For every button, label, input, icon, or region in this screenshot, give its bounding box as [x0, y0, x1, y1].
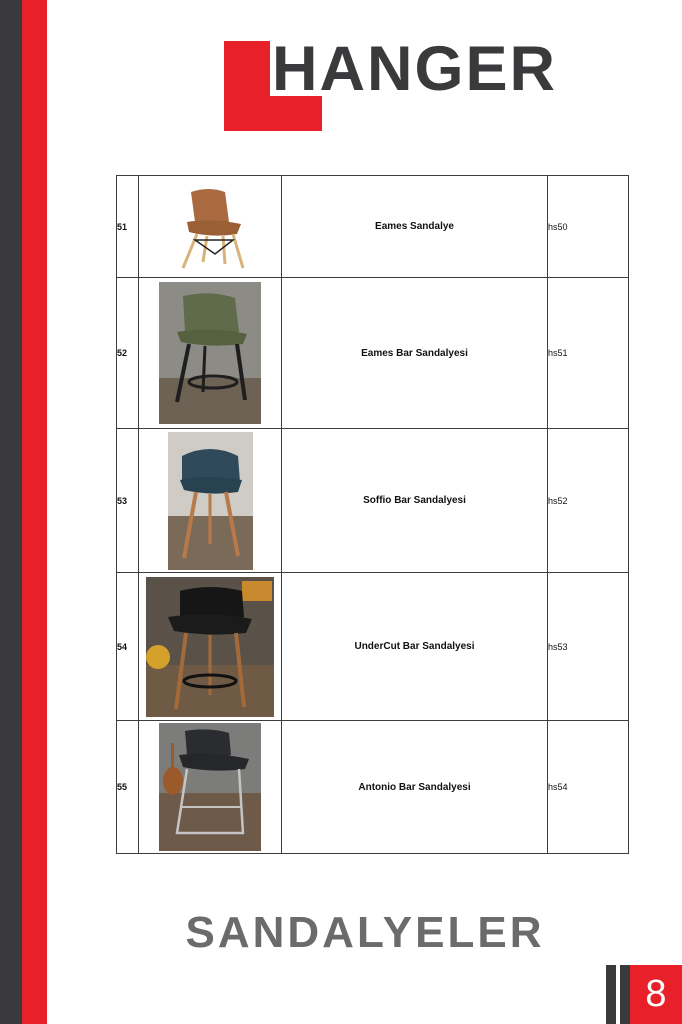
product-code: hs54 — [548, 721, 629, 854]
product-name: Eames Sandalye — [282, 176, 548, 278]
chair-photo — [163, 182, 257, 272]
product-code: hs53 — [548, 573, 629, 721]
chair-photo — [159, 723, 261, 851]
product-image-cell — [139, 429, 282, 573]
product-name: UnderCut Bar Sandalyesi — [282, 573, 548, 721]
table-row — [117, 429, 629, 573]
product-image-cell — [139, 573, 282, 721]
product-code: hs50 — [548, 176, 629, 278]
page-badge-stripe — [620, 965, 630, 1024]
table-row — [117, 176, 629, 278]
product-number: 51 — [117, 176, 139, 278]
product-number: 55 — [117, 721, 139, 854]
product-code: hs52 — [548, 429, 629, 573]
product-code: hs51 — [548, 278, 629, 429]
product-name: Antonio Bar Sandalyesi — [282, 721, 548, 854]
product-name: Eames Bar Sandalyesi — [282, 278, 548, 429]
page-badge-stripe — [606, 965, 616, 1024]
product-number: 53 — [117, 429, 139, 573]
product-number: 52 — [117, 278, 139, 429]
product-name: Soffio Bar Sandalyesi — [282, 429, 548, 573]
product-image-cell — [139, 278, 282, 429]
product-image-cell — [139, 176, 282, 278]
product-number: 54 — [117, 573, 139, 721]
chair-photo — [159, 282, 261, 424]
logo-text: HANGER — [272, 34, 558, 104]
table-row — [117, 721, 629, 854]
chair-photo — [146, 577, 274, 717]
table-row — [117, 278, 629, 429]
table-row — [117, 573, 629, 721]
page-number: 8 — [645, 973, 667, 1015]
left-dark-stripe — [0, 0, 22, 1024]
chair-photo — [168, 432, 253, 570]
hanger-logo — [224, 34, 584, 133]
left-red-stripe — [22, 0, 47, 1024]
section-title: SANDALYELER — [185, 908, 545, 957]
product-image-cell — [139, 721, 282, 854]
product-table — [116, 175, 629, 854]
